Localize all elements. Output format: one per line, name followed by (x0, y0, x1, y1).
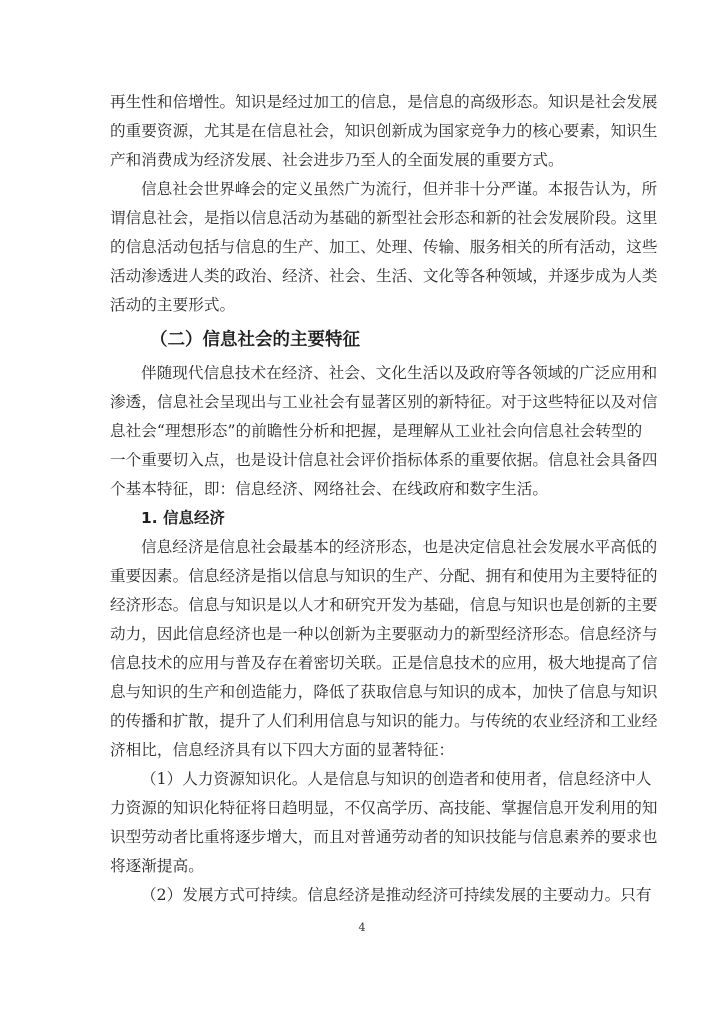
paragraph-info-economy (110, 533, 658, 765)
text-line: 活动的主要形式。 (110, 296, 236, 314)
text-line: 动力，因此信息经济也是一种以创新为主要驱动力的新型经济形态。信息经济与 (110, 625, 658, 643)
text-line: 济相比，信息经济具有以下四大方面的显著特征： (110, 741, 455, 759)
paragraph-feature-2 (110, 881, 652, 910)
text-line: 谓信息社会，是指以信息活动为基础的新型社会形态和新的社会发展阶段。这里 (110, 209, 658, 227)
text-line: 渗透，信息社会呈现出与工业社会有显著区别的新特征。对于这些特征以及对信 (110, 393, 658, 411)
paragraph-continuation (110, 88, 658, 175)
text-line: （1）人力资源知识化。人是信息与知识的创造者和使用者，信息经济中人 (141, 770, 652, 788)
text-line: 信息社会世界峰会的定义虽然广为流行，但并非十分严谨。本报告认为，所 (141, 180, 658, 198)
text-line: 一个重要切入点，也是设计信息社会评价指标体系的重要依据。信息社会具备四 (110, 451, 658, 469)
paragraph-definition (110, 175, 658, 320)
text-line: 息社会“理想形态”的前瞻性分析和把握，是理解从工业社会向信息社会转型的 (110, 422, 643, 440)
text-line: 经济形态。信息与知识是以人才和研究开发为基础，信息与知识也是创新的主要 (110, 596, 658, 614)
text-line: 信息经济是信息社会最基本的经济形态，也是决定信息社会发展水平高低的 (141, 538, 658, 556)
text-line: 力资源的知识化特征将日趋明显，不仅高学历、高技能、掌握信息开发利用的知 (110, 799, 658, 817)
text-line: （2）发展方式可持续。信息经济是推动经济可持续发展的主要动力。只有 (141, 886, 652, 904)
text-line: 产和消费成为经济发展、社会进步乃至人的全面发展的重要方式。 (110, 151, 564, 169)
text-line: 将逐渐提高。 (110, 857, 204, 875)
text-line: 活动渗透进人类的政治、经济、社会、生活、文化等各种领域，并逐步成为人类 (110, 267, 658, 285)
paragraph-feature-1 (110, 765, 658, 881)
text-line: 伴随现代信息技术在经济、社会、文化生活以及政府等各领域的广泛应用和 (141, 364, 658, 382)
paragraph-features-intro (110, 359, 658, 504)
text-line: 的重要资源，尤其是在信息社会，知识创新成为国家竞争力的核心要素，知识生 (110, 122, 658, 140)
text-line: 重要因素。信息经济是指以信息与知识的生产、分配、拥有和使用为主要特征的 (110, 567, 658, 585)
subsection-heading: 1. 信息经济 (141, 509, 225, 527)
text-line: 识型劳动者比重将逐步增大，而且对普通劳动者的知识技能与信息素养的要求也 (110, 828, 658, 846)
page-number: 4 (358, 921, 366, 934)
section-heading: （二）信息社会的主要特征 (150, 330, 360, 350)
text-line: 的信息活动包括与信息的生产、加工、处理、传输、服务相关的所有活动，这些 (110, 238, 658, 256)
document-page (110, 88, 658, 910)
text-line: 的传播和扩散，提升了人们利用信息与知识的能力。与传统的农业经济和工业经 (110, 712, 658, 730)
text-line: 再生性和倍增性。知识是经过加工的信息，是信息的高级形态。知识是社会发展 (110, 93, 658, 111)
text-line: 个基本特征，即：信息经济、网络社会、在线政府和数字生活。 (110, 480, 549, 498)
text-line: 息与知识的生产和创造能力，降低了获取信息与知识的成本，加快了信息与知识 (110, 683, 658, 701)
text-line: 信息技术的应用与普及存在着密切关联。正是信息技术的应用，极大地提高了信 (110, 654, 658, 672)
